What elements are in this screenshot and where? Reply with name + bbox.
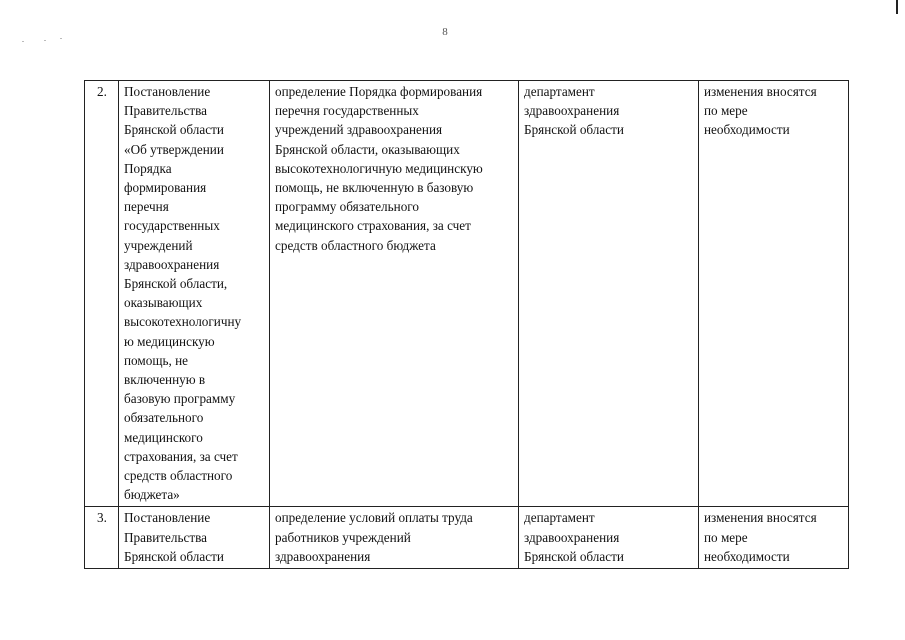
cell-line: ю медицинскую xyxy=(124,333,215,349)
cell-line: включенную в xyxy=(124,372,206,388)
timing-cell xyxy=(699,81,849,507)
cell-line: Постановление xyxy=(124,510,211,526)
cell-line: по мере xyxy=(704,529,748,545)
cell-line: Брянской области xyxy=(524,548,624,564)
cell-line: базовую программу xyxy=(124,391,236,407)
table-row xyxy=(85,81,849,507)
cell-line: работников учреждений xyxy=(275,529,411,545)
cell-line: медицинского xyxy=(124,429,203,445)
cell-line: здравоохранения xyxy=(275,548,371,564)
cell-line: программу обязательного xyxy=(275,199,419,215)
cell-line: Брянской области xyxy=(524,122,624,138)
cell-line: учреждений здравоохранения xyxy=(275,122,443,138)
cell-line: бюджета» xyxy=(124,487,180,503)
cell-line: Постановление xyxy=(124,84,211,99)
cell-line: определение условий оплаты труда xyxy=(275,510,473,526)
cell-line: государственных xyxy=(124,218,220,234)
cell-line: Брянской области xyxy=(124,548,224,564)
cell-line: перечня xyxy=(124,199,169,215)
row-number-cell: 2. xyxy=(85,81,119,507)
cell-line: «Об утверждении xyxy=(124,141,224,157)
cell-line: по мере xyxy=(704,103,748,119)
cell-line: оказывающих xyxy=(124,295,203,311)
page-number: 8 xyxy=(442,26,448,38)
cell-line: необходимости xyxy=(704,122,790,138)
cell-line: изменения вносятся xyxy=(704,84,817,99)
cell-line: Правительства xyxy=(124,103,207,119)
cell-line: средств областного бюджета xyxy=(275,237,436,253)
table-row xyxy=(85,507,849,569)
responsible-cell xyxy=(519,81,699,507)
cell-line: Брянской области xyxy=(124,122,224,138)
cell-line: Брянской области, xyxy=(124,276,228,292)
purpose-cell xyxy=(270,507,519,569)
cell-line: перечня государственных xyxy=(275,103,419,119)
cell-line: обязательного xyxy=(124,410,204,426)
cell-line: формирования xyxy=(124,180,207,196)
cell-line: департамент xyxy=(524,84,595,99)
cell-line: страхования, за счет xyxy=(124,448,238,464)
scan-speck xyxy=(60,38,62,39)
cell-line: высокотехнологичную медицинскую xyxy=(275,160,483,176)
scan-speck xyxy=(44,40,46,41)
document-title-cell xyxy=(119,507,270,569)
cell-line: изменения вносятся xyxy=(704,510,817,526)
document-title-cell xyxy=(119,81,270,507)
row-number-cell: 3. xyxy=(85,507,119,569)
cell-line: департамент xyxy=(524,510,595,526)
cell-line: медицинского страхования, за счет xyxy=(275,218,471,234)
cell-line: помощь, не включенную в базовую xyxy=(275,180,474,196)
cell-line: Порядка xyxy=(124,160,172,176)
purpose-cell xyxy=(270,81,519,507)
cell-line: средств областного xyxy=(124,468,233,484)
responsible-cell xyxy=(519,507,699,569)
cell-line: здравоохранения xyxy=(124,256,220,272)
cell-line: здравоохранения xyxy=(524,529,620,545)
cell-line: необходимости xyxy=(704,548,790,564)
cell-line: определение Порядка формирования xyxy=(275,84,483,99)
scan-speck xyxy=(22,41,24,42)
cell-line: Правительства xyxy=(124,529,207,545)
document-table xyxy=(84,80,849,569)
timing-cell xyxy=(699,507,849,569)
cell-line: высокотехнологичну xyxy=(124,314,242,330)
cell-line: Брянской области, оказывающих xyxy=(275,141,460,157)
cell-line: учреждений xyxy=(124,237,193,253)
cell-line: здравоохранения xyxy=(524,103,620,119)
cell-line: помощь, не xyxy=(124,352,189,368)
scan-edge-mark xyxy=(896,0,898,14)
table-body xyxy=(85,81,849,569)
